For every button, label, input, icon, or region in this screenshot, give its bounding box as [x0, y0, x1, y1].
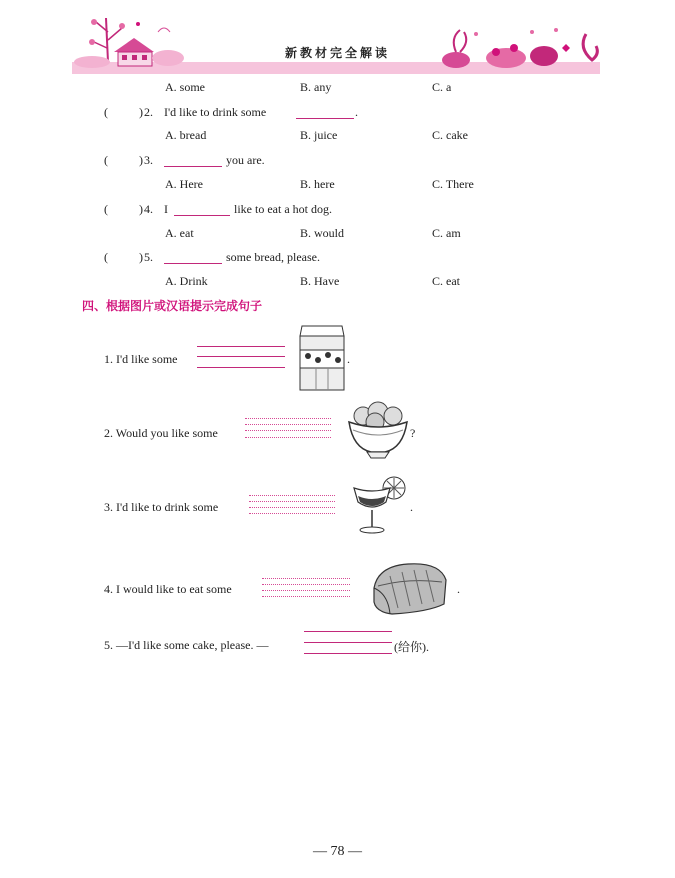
q5-option-a: A. Drink — [165, 274, 208, 288]
item5-end: (给你). — [394, 640, 429, 654]
item4-end: . — [457, 582, 460, 596]
item4-writing-line[interactable] — [262, 584, 350, 585]
q3-text-after: you are. — [226, 153, 265, 167]
q4-option-a: A. eat — [165, 226, 194, 240]
item3-end: . — [410, 500, 413, 514]
item2-writing-line[interactable] — [245, 424, 331, 425]
q3-answer-blank[interactable] — [164, 166, 222, 167]
q5-option-c: C. eat — [432, 274, 460, 288]
q2-text-before: I'd like to drink some — [164, 105, 267, 119]
q5-option-b: B. Have — [300, 274, 340, 288]
item2-writing-line[interactable] — [245, 418, 331, 419]
q2-answer-blank[interactable] — [296, 118, 354, 119]
q2-paren-close: ) — [139, 105, 143, 119]
item3-writing-line[interactable] — [249, 501, 335, 502]
q3-option-a: A. Here — [165, 177, 203, 191]
item5-writing-line[interactable] — [304, 653, 392, 654]
q4-text-before: I — [164, 202, 168, 216]
q3-option-c: C. There — [432, 177, 474, 191]
page-number: — 78 — — [313, 844, 362, 859]
item3-writing-line[interactable] — [249, 513, 335, 514]
item1-end: . — [347, 352, 350, 366]
item4-writing-line[interactable] — [262, 596, 350, 597]
item5-text: 5. —I'd like some cake, please. — — [104, 638, 269, 652]
house-tree-decoration-icon — [72, 12, 192, 74]
item2-writing-line[interactable] — [245, 430, 331, 431]
q5-text-after: some bread, please. — [226, 250, 320, 264]
q2-paren-open: ( — [104, 105, 108, 119]
item3-writing-line[interactable] — [249, 495, 335, 496]
q4-option-b: B. would — [300, 226, 345, 240]
q3-paren-open: ( — [104, 153, 108, 167]
item2-text: 2. Would you like some — [104, 426, 218, 440]
loaf-of-bread-icon — [368, 558, 452, 618]
q2-option-c: C. cake — [432, 128, 468, 142]
q2-option-b: B. juice — [300, 128, 338, 142]
item3-writing-line[interactable] — [249, 507, 335, 508]
q3-paren-close: ) — [139, 153, 143, 167]
q5-number: 5. — [144, 250, 153, 264]
item3-text: 3. I'd like to drink some — [104, 500, 219, 514]
q5-paren-open: ( — [104, 250, 108, 264]
item5-writing-line[interactable] — [304, 642, 392, 643]
item1-writing-line[interactable] — [197, 367, 285, 368]
q4-paren-open: ( — [104, 202, 108, 216]
q1-option-a: A. some — [165, 80, 205, 94]
milk-carton-icon — [298, 322, 348, 394]
q1-option-b: B. any — [300, 80, 332, 94]
q5-answer-blank[interactable] — [164, 263, 222, 264]
q4-text-after: like to eat a hot dog. — [234, 202, 332, 216]
item4-writing-line[interactable] — [262, 578, 350, 579]
q4-number: 4. — [144, 202, 153, 216]
q3-option-b: B. here — [300, 177, 335, 191]
item4-writing-line[interactable] — [262, 590, 350, 591]
item4-text: 4. I would like to eat some — [104, 582, 232, 596]
section-heading: 四、根据图片或汉语提示完成句子 — [82, 299, 263, 313]
q4-answer-blank[interactable] — [174, 215, 230, 216]
q5-paren-close: ) — [139, 250, 143, 264]
q2-number: 2. — [144, 105, 153, 119]
q3-number: 3. — [144, 153, 153, 167]
q4-paren-close: ) — [139, 202, 143, 216]
q2-text-after: . — [355, 105, 358, 119]
glass-of-juice-icon — [350, 474, 410, 538]
q4-option-c: C. am — [432, 226, 461, 240]
item1-text: 1. I'd like some — [104, 352, 178, 366]
flowers-decoration-icon — [436, 22, 606, 74]
header-title: 新教材完全解读 — [284, 46, 390, 60]
item2-writing-line[interactable] — [245, 437, 331, 438]
q2-option-a: A. bread — [165, 128, 207, 142]
q1-option-c: C. a — [432, 80, 452, 94]
item5-writing-line[interactable] — [304, 631, 392, 632]
item1-writing-line[interactable] — [197, 356, 285, 357]
item2-end: ? — [410, 426, 416, 440]
bowl-of-rice-icon — [345, 400, 411, 462]
item1-writing-line[interactable] — [197, 346, 285, 347]
